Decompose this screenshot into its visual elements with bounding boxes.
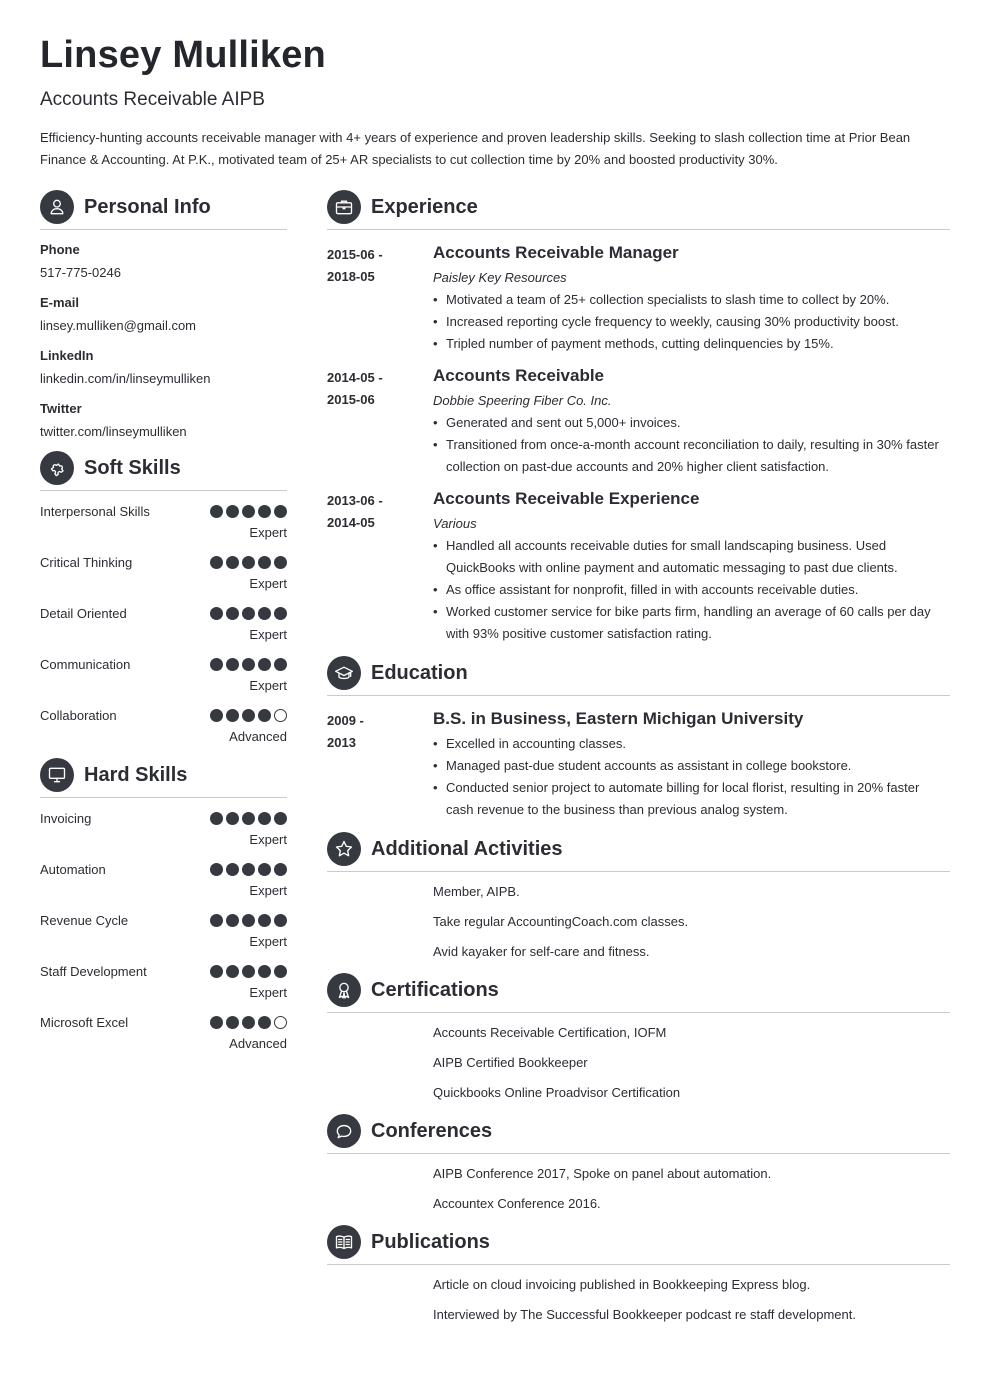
section-title: Experience — [371, 195, 478, 218]
rating-dot-filled — [258, 914, 271, 927]
rating-dot-filled — [210, 1016, 223, 1029]
entry-body — [433, 708, 950, 821]
rating-dot-filled — [226, 658, 239, 671]
rating-dot-filled — [258, 607, 271, 620]
rating-dot-filled — [242, 607, 255, 620]
section-divider — [327, 695, 950, 696]
rating-dot-filled — [242, 1016, 255, 1029]
activities-section — [327, 832, 950, 967]
entry-title: Accounts Receivable Manager — [433, 243, 679, 262]
rating-dot-filled — [258, 658, 271, 671]
bullet-item: • Worked customer service for bike parts firm, handling an average of 60 calls per day with 93% positive customer satisfaction rating. — [433, 601, 950, 645]
date-end: 2014-05 — [327, 515, 375, 530]
section-divider — [40, 229, 287, 230]
skill-item — [40, 811, 287, 862]
bullet-item: • Motivated a team of 25+ collection specialists to slash time to collect by 20%. — [433, 289, 950, 311]
list-item: Avid kayaker for self-care and fitness. — [433, 944, 650, 959]
skill-name: Revenue Cycle — [40, 913, 129, 928]
rating-dot-filled — [210, 965, 223, 978]
skill-rating — [210, 556, 287, 569]
rating-dot-filled — [242, 965, 255, 978]
rating-dot-filled — [210, 812, 223, 825]
speech-bubble-icon — [327, 1114, 361, 1148]
rating-dot-filled — [210, 607, 223, 620]
bullet-item: • Tripled number of payment methods, cutting delinquencies by 15%. — [433, 333, 950, 355]
skill-name: Communication — [40, 657, 131, 672]
rating-dot-filled — [210, 863, 223, 876]
rating-dot-filled — [258, 556, 271, 569]
skill-level: Expert — [249, 627, 287, 642]
experience-entry — [327, 365, 950, 478]
date-end: 2015-06 — [327, 392, 375, 407]
entry-body — [433, 365, 950, 478]
list-item: Accounts Receivable Certification, IOFM — [433, 1025, 667, 1040]
book-icon — [327, 1225, 361, 1259]
section-header — [40, 190, 287, 224]
rating-dot-filled — [258, 505, 271, 518]
rating-dot-filled — [242, 709, 255, 722]
skill-rating — [210, 709, 287, 722]
list-item: Quickbooks Online Proadvisor Certification — [433, 1085, 681, 1100]
section-divider — [327, 229, 950, 230]
rating-dot-filled — [242, 914, 255, 927]
skill-level: Expert — [249, 525, 287, 540]
skill-item — [40, 964, 287, 1015]
skill-rating — [210, 1016, 287, 1029]
linkedin-value: linkedin.com/in/linseymulliken — [40, 371, 211, 386]
skill-rating — [210, 812, 287, 825]
rating-dot-filled — [274, 812, 287, 825]
job-title: Accounts Receivable AIPB — [40, 89, 265, 110]
contact-twitter — [40, 401, 287, 439]
section-title: Hard Skills — [84, 763, 188, 786]
section-header — [40, 758, 287, 792]
skill-rating — [210, 607, 287, 620]
section-title: Conferences — [371, 1119, 493, 1142]
bullet-item: • Generated and sent out 5,000+ invoices. — [433, 412, 950, 434]
skill-rating — [210, 658, 287, 671]
entry-organization: Various — [433, 516, 477, 531]
section-divider — [40, 797, 287, 798]
skill-name: Detail Oriented — [40, 606, 127, 621]
contact-label: Phone — [40, 242, 80, 257]
section-header — [327, 190, 950, 224]
skill-name: Staff Development — [40, 964, 147, 979]
skill-rating — [210, 965, 287, 978]
entry-organization: Paisley Key Resources — [433, 270, 567, 285]
rating-dot-filled — [210, 505, 223, 518]
bullet-item: • Increased reporting cycle frequency to weekly, causing 30% productivity boost. — [433, 311, 950, 333]
summary: Efficiency-hunting accounts receivable manager with 4+ years of experience and proven leadership skills. Seeking to slash collection time at Prior Bean Finance & Accounting. At P.K., motivated team of 25+ AR specialists to cut collection time by 20% and boosted productivity 30%. — [40, 130, 911, 167]
rating-dot-filled — [274, 658, 287, 671]
section-header — [327, 1225, 950, 1259]
entry-bullets — [433, 535, 950, 645]
skill-rating — [210, 863, 287, 876]
contact-linkedin — [40, 348, 287, 386]
skill-level: Advanced — [229, 729, 287, 744]
entry-title: B.S. in Business, Eastern Michigan University — [433, 709, 804, 728]
soft-skill-list — [40, 504, 287, 759]
list-item: AIPB Certified Bookkeeper — [433, 1055, 588, 1070]
date-start: 2014-05 - — [327, 370, 383, 385]
rating-dot-filled — [274, 607, 287, 620]
entry-title: Accounts Receivable — [433, 366, 605, 385]
skill-name: Critical Thinking — [40, 555, 133, 570]
rating-dot-filled — [258, 863, 271, 876]
personal-info-section — [40, 190, 287, 439]
rating-dot-filled — [226, 709, 239, 722]
date-start: 2009 - — [327, 713, 364, 728]
rating-dot-filled — [210, 556, 223, 569]
skill-item — [40, 504, 287, 555]
entry-organization: Dobbie Speering Fiber Co. Inc. — [433, 393, 612, 408]
entry-bullets — [433, 289, 950, 355]
date-start: 2015-06 - — [327, 247, 383, 262]
skill-level: Expert — [249, 678, 287, 693]
entry-date — [327, 244, 417, 288]
experience-entry — [327, 488, 950, 645]
graduation-cap-icon — [327, 656, 361, 690]
skill-level: Expert — [249, 985, 287, 1000]
monitor-icon — [40, 758, 74, 792]
rating-dot-filled — [258, 1016, 271, 1029]
section-divider — [327, 871, 950, 872]
email-value: linsey.mulliken@gmail.com — [40, 318, 196, 333]
contact-label: LinkedIn — [40, 348, 94, 363]
skill-level: Expert — [249, 576, 287, 591]
hard-skills-section — [40, 758, 287, 1066]
candidate-name: Linsey Mulliken — [40, 34, 326, 76]
section-title: Certifications — [371, 978, 499, 1001]
rating-dot-filled — [226, 556, 239, 569]
date-end: 2013 — [327, 735, 356, 750]
entry-date — [327, 490, 417, 534]
activities-list — [327, 877, 950, 967]
star-icon — [327, 832, 361, 866]
entry-body — [433, 242, 950, 355]
section-title: Soft Skills — [84, 456, 181, 479]
skill-item — [40, 606, 287, 657]
skill-level: Expert — [249, 832, 287, 847]
rating-dot-filled — [242, 658, 255, 671]
hard-skill-list — [40, 811, 287, 1066]
bullet-item: • Excelled in accounting classes. — [433, 733, 950, 755]
entry-bullets — [433, 412, 950, 478]
rating-dot-filled — [226, 863, 239, 876]
bullet-item: • Transitioned from once-a-month account reconciliation to daily, resulting in 30% faster collection on past-due accounts and 20% higher client satisfaction. — [433, 434, 950, 478]
skill-name: Microsoft Excel — [40, 1015, 129, 1030]
rating-dot-filled — [226, 914, 239, 927]
rating-dot-filled — [226, 965, 239, 978]
skill-item — [40, 913, 287, 964]
section-header — [40, 451, 287, 485]
rating-dot-filled — [258, 965, 271, 978]
puzzle-icon — [40, 451, 74, 485]
education-entry — [327, 708, 950, 821]
rating-dot-filled — [226, 505, 239, 518]
skill-name: Interpersonal Skills — [40, 504, 150, 519]
list-item: Member, AIPB. — [433, 884, 520, 899]
section-divider — [327, 1153, 950, 1154]
rating-dot-filled — [210, 914, 223, 927]
rating-dot-filled — [226, 607, 239, 620]
rating-dot-filled — [274, 965, 287, 978]
rating-dot-filled — [242, 556, 255, 569]
rating-dot-filled — [210, 658, 223, 671]
section-divider — [327, 1264, 950, 1265]
rating-dot-filled — [226, 1016, 239, 1029]
rating-dot-filled — [242, 863, 255, 876]
skill-name: Collaboration — [40, 708, 117, 723]
section-header — [327, 832, 950, 866]
skill-name: Automation — [40, 862, 106, 877]
education-section — [327, 656, 950, 821]
rating-dot-empty — [274, 709, 287, 722]
rating-dot-filled — [210, 709, 223, 722]
user-icon — [40, 190, 74, 224]
skill-item — [40, 657, 287, 708]
list-item: Accountex Conference 2016. — [433, 1196, 601, 1211]
phone-value: 517-775-0246 — [40, 265, 121, 280]
entry-body — [433, 488, 950, 645]
section-title: Publications — [371, 1230, 490, 1253]
rating-dot-filled — [226, 812, 239, 825]
rating-dot-filled — [242, 812, 255, 825]
skill-rating — [210, 914, 287, 927]
left-column — [40, 190, 287, 1066]
certifications-list — [327, 1018, 950, 1108]
section-divider — [40, 490, 287, 491]
list-item: AIPB Conference 2017, Spoke on panel about automation. — [433, 1166, 772, 1181]
section-title: Personal Info — [84, 195, 211, 218]
conferences-section — [327, 1114, 950, 1219]
date-end: 2018-05 — [327, 269, 375, 284]
entry-date — [327, 367, 417, 411]
skill-level: Advanced — [229, 1036, 287, 1051]
experience-section — [327, 190, 950, 645]
rating-dot-filled — [274, 505, 287, 518]
twitter-value: twitter.com/linseymulliken — [40, 424, 187, 439]
experience-entry — [327, 242, 950, 355]
contact-phone — [40, 242, 287, 280]
entry-title: Accounts Receivable Experience — [433, 489, 700, 508]
publications-section — [327, 1225, 950, 1330]
rating-dot-empty — [274, 1016, 287, 1029]
skill-item — [40, 708, 287, 759]
contact-email — [40, 295, 287, 333]
publications-list — [327, 1270, 950, 1330]
rating-dot-filled — [242, 505, 255, 518]
bullet-item: • Handled all accounts receivable duties for small landscaping business. Used QuickBooks with online payment and automatic messaging to past due clients. — [433, 535, 950, 579]
skill-item — [40, 1015, 287, 1066]
date-start: 2013-06 - — [327, 493, 383, 508]
skill-item — [40, 862, 287, 913]
bullet-item: • Managed past-due student accounts as assistant in college bookstore. — [433, 755, 950, 777]
bullet-item: • As office assistant for nonprofit, filled in with accounts receivable duties. — [433, 579, 950, 601]
rating-dot-filled — [258, 709, 271, 722]
soft-skills-section — [40, 451, 287, 759]
award-icon — [327, 973, 361, 1007]
conferences-list — [327, 1159, 950, 1219]
skill-level: Expert — [249, 883, 287, 898]
rating-dot-filled — [258, 812, 271, 825]
section-header — [327, 656, 950, 690]
entry-date — [327, 710, 417, 754]
right-column — [327, 190, 950, 1330]
section-title: Additional Activities — [371, 837, 563, 860]
contact-label: Twitter — [40, 401, 82, 416]
rating-dot-filled — [274, 556, 287, 569]
section-divider — [327, 1012, 950, 1013]
list-item: Interviewed by The Successful Bookkeeper podcast re staff development. — [433, 1307, 856, 1322]
skill-item — [40, 555, 287, 606]
entry-bullets — [433, 733, 950, 821]
briefcase-icon — [327, 190, 361, 224]
list-item: Take regular AccountingCoach.com classes. — [433, 914, 689, 929]
skill-rating — [210, 505, 287, 518]
rating-dot-filled — [274, 863, 287, 876]
skill-level: Expert — [249, 934, 287, 949]
bullet-item: • Conducted senior project to automate billing for local florist, resulting in 20% faster cash revenue to the business than previous analog system. — [433, 777, 950, 821]
certifications-section — [327, 973, 950, 1108]
section-title: Education — [371, 661, 468, 684]
contact-label: E-mail — [40, 295, 80, 310]
section-header — [327, 973, 950, 1007]
list-item: Article on cloud invoicing published in Bookkeeping Express blog. — [433, 1277, 811, 1292]
section-header — [327, 1114, 950, 1148]
rating-dot-filled — [274, 914, 287, 927]
skill-name: Invoicing — [40, 811, 92, 826]
